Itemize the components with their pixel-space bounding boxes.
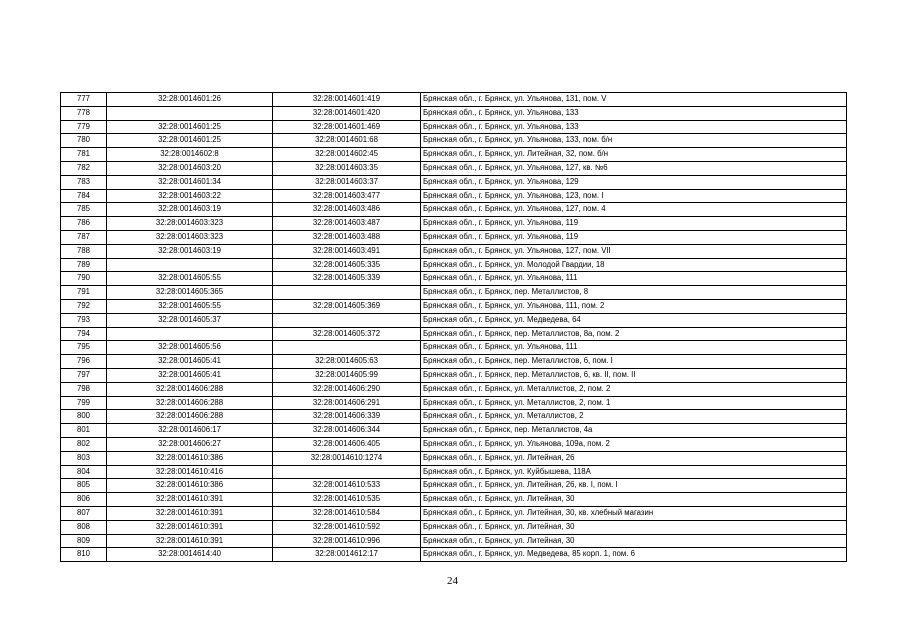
object-cadastral-number-cell: [273, 341, 421, 355]
address-cell: Брянская обл., г. Брянск, пер. Металлистов, 4а: [421, 424, 847, 438]
table-row: [61, 203, 847, 217]
land-cadastral-number-cell: 32:28:0014610:386: [107, 451, 273, 465]
table-row: [61, 534, 847, 548]
address-cell: Брянская обл., г. Брянск, пер. Металлистов, 8: [421, 286, 847, 300]
address-cell: Брянская обл., г. Брянск, ул. Ульянова, 111: [421, 341, 847, 355]
object-cadastral-number-cell: 32:28:0014602:45: [273, 148, 421, 162]
table-row: [61, 341, 847, 355]
row-number-cell: 789: [61, 258, 107, 272]
address-cell: Брянская обл., г. Брянск, ул. Ульянова, 109а, пом. 2: [421, 437, 847, 451]
address-cell: Брянская обл., г. Брянск, ул. Литейная, 30: [421, 493, 847, 507]
table-row: [61, 493, 847, 507]
land-cadastral-number-cell: 32:28:0014610:416: [107, 465, 273, 479]
table-row: [61, 299, 847, 313]
table-row: [61, 382, 847, 396]
object-cadastral-number-cell: 32:28:0014603:35: [273, 161, 421, 175]
table-row: [61, 93, 847, 107]
land-cadastral-number-cell: 32:28:0014610:386: [107, 479, 273, 493]
object-cadastral-number-cell: 32:28:0014605:63: [273, 355, 421, 369]
object-cadastral-number-cell: 32:28:0014610:996: [273, 534, 421, 548]
land-cadastral-number-cell: 32:28:0014601:34: [107, 175, 273, 189]
land-cadastral-number-cell: 32:28:0014605:55: [107, 272, 273, 286]
table-row: [61, 272, 847, 286]
object-cadastral-number-cell: 32:28:0014606:344: [273, 424, 421, 438]
row-number-cell: 791: [61, 286, 107, 300]
table-row: [61, 244, 847, 258]
object-cadastral-number-cell: [273, 465, 421, 479]
table-row: [61, 258, 847, 272]
row-number-cell: 784: [61, 189, 107, 203]
land-cadastral-number-cell: 32:28:0014601:26: [107, 93, 273, 107]
row-number-cell: 785: [61, 203, 107, 217]
row-number-cell: 779: [61, 120, 107, 134]
row-number-cell: 780: [61, 134, 107, 148]
table-row: [61, 396, 847, 410]
row-number-cell: 800: [61, 410, 107, 424]
address-cell: Брянская обл., г. Брянск, пер. Металлистов, 8а, пом. 2: [421, 327, 847, 341]
table-row: [61, 286, 847, 300]
object-cadastral-number-cell: 32:28:0014603:487: [273, 217, 421, 231]
table-row: [61, 520, 847, 534]
land-cadastral-number-cell: [107, 258, 273, 272]
table-row: [61, 313, 847, 327]
object-cadastral-number-cell: 32:28:0014606:291: [273, 396, 421, 410]
address-cell: Брянская обл., г. Брянск, ул. Ульянова, 119: [421, 230, 847, 244]
row-number-cell: 778: [61, 106, 107, 120]
row-number-cell: 810: [61, 548, 107, 562]
land-cadastral-number-cell: 32:28:0014602:8: [107, 148, 273, 162]
page-number: 24: [447, 575, 458, 587]
table-row: [61, 106, 847, 120]
address-cell: Брянская обл., г. Брянск, ул. Медведева, 85 корп. 1, пом. 6: [421, 548, 847, 562]
table-row: [61, 479, 847, 493]
address-cell: Брянская обл., г. Брянск, ул. Ульянова, 133: [421, 106, 847, 120]
object-cadastral-number-cell: 32:28:0014606:290: [273, 382, 421, 396]
object-cadastral-number-cell: 32:28:0014612:17: [273, 548, 421, 562]
address-cell: Брянская обл., г. Брянск, ул. Ульянова, 131, пом. V: [421, 93, 847, 107]
address-cell: Брянская обл., г. Брянск, ул. Ульянова, 133, пом. б/н: [421, 134, 847, 148]
address-cell: Брянская обл., г. Брянск, ул. Ульянова, 127, пом. 4: [421, 203, 847, 217]
land-cadastral-number-cell: 32:28:0014614:40: [107, 548, 273, 562]
address-cell: Брянская обл., г. Брянск, ул. Ульянова, 123, пом. I: [421, 189, 847, 203]
land-cadastral-number-cell: [107, 327, 273, 341]
land-cadastral-number-cell: 32:28:0014605:56: [107, 341, 273, 355]
land-cadastral-number-cell: 32:28:0014606:17: [107, 424, 273, 438]
address-cell: Брянская обл., г. Брянск, ул. Металлистов, 2: [421, 410, 847, 424]
row-number-cell: 802: [61, 437, 107, 451]
object-cadastral-number-cell: 32:28:0014603:37: [273, 175, 421, 189]
row-number-cell: 788: [61, 244, 107, 258]
object-cadastral-number-cell: 32:28:0014605:99: [273, 368, 421, 382]
object-cadastral-number-cell: [273, 313, 421, 327]
land-cadastral-number-cell: 32:28:0014606:288: [107, 382, 273, 396]
land-cadastral-number-cell: 32:28:0014606:288: [107, 410, 273, 424]
table-row: [61, 368, 847, 382]
address-cell: Брянская обл., г. Брянск, ул. Литейная, 30: [421, 534, 847, 548]
row-number-cell: 790: [61, 272, 107, 286]
table-row: [61, 437, 847, 451]
land-cadastral-number-cell: 32:28:0014610:391: [107, 534, 273, 548]
row-number-cell: 798: [61, 382, 107, 396]
object-cadastral-number-cell: 32:28:0014601:420: [273, 106, 421, 120]
object-cadastral-number-cell: [273, 286, 421, 300]
address-cell: Брянская обл., г. Брянск, ул. Молодой Гвардии, 18: [421, 258, 847, 272]
object-cadastral-number-cell: 32:28:0014610:535: [273, 493, 421, 507]
table-row: [61, 548, 847, 562]
table-row: [61, 134, 847, 148]
table-row: [61, 506, 847, 520]
object-cadastral-number-cell: 32:28:0014605:369: [273, 299, 421, 313]
address-cell: Брянская обл., г. Брянск, ул. Литейная, 26, кв. I, пом. I: [421, 479, 847, 493]
table-row: [61, 230, 847, 244]
land-cadastral-number-cell: 32:28:0014603:323: [107, 230, 273, 244]
row-number-cell: 792: [61, 299, 107, 313]
row-number-cell: 797: [61, 368, 107, 382]
row-number-cell: 786: [61, 217, 107, 231]
row-number-cell: 799: [61, 396, 107, 410]
object-cadastral-number-cell: 32:28:0014606:339: [273, 410, 421, 424]
address-cell: Брянская обл., г. Брянск, ул. Литейная, 30, кв. хлебный магазин: [421, 506, 847, 520]
address-cell: Брянская обл., г. Брянск, пер. Металлистов, 6, пом. I: [421, 355, 847, 369]
object-cadastral-number-cell: 32:28:0014603:488: [273, 230, 421, 244]
row-number-cell: 796: [61, 355, 107, 369]
table-row: [61, 161, 847, 175]
object-cadastral-number-cell: 32:28:0014606:405: [273, 437, 421, 451]
land-cadastral-number-cell: 32:28:0014603:19: [107, 203, 273, 217]
land-cadastral-number-cell: 32:28:0014610:391: [107, 520, 273, 534]
land-cadastral-number-cell: 32:28:0014603:323: [107, 217, 273, 231]
land-cadastral-number-cell: 32:28:0014605:37: [107, 313, 273, 327]
land-cadastral-number-cell: 32:28:0014605:41: [107, 368, 273, 382]
address-cell: Брянская обл., г. Брянск, ул. Ульянова, 127, пом. VII: [421, 244, 847, 258]
address-cell: Брянская обл., г. Брянск, ул. Металлистов, 2, пом. 1: [421, 396, 847, 410]
address-cell: Брянская обл., г. Брянск, ул. Ульянова, 133: [421, 120, 847, 134]
table-row: [61, 217, 847, 231]
land-cadastral-number-cell: 32:28:0014603:19: [107, 244, 273, 258]
object-cadastral-number-cell: 32:28:0014603:486: [273, 203, 421, 217]
object-cadastral-number-cell: 32:28:0014610:592: [273, 520, 421, 534]
land-cadastral-number-cell: 32:28:0014605:365: [107, 286, 273, 300]
address-cell: Брянская обл., г. Брянск, ул. Куйбышева, 118А: [421, 465, 847, 479]
object-cadastral-number-cell: 32:28:0014605:372: [273, 327, 421, 341]
object-cadastral-number-cell: 32:28:0014610:1274: [273, 451, 421, 465]
row-number-cell: 808: [61, 520, 107, 534]
row-number-cell: 777: [61, 93, 107, 107]
land-cadastral-number-cell: [107, 106, 273, 120]
row-number-cell: 794: [61, 327, 107, 341]
row-number-cell: 806: [61, 493, 107, 507]
address-cell: Брянская обл., г. Брянск, ул. Литейная, 32, пом. б/н: [421, 148, 847, 162]
land-cadastral-number-cell: 32:28:0014606:27: [107, 437, 273, 451]
row-number-cell: 801: [61, 424, 107, 438]
land-cadastral-number-cell: 32:28:0014606:288: [107, 396, 273, 410]
table-row: [61, 465, 847, 479]
table-row: [61, 424, 847, 438]
object-cadastral-number-cell: 32:28:0014601:469: [273, 120, 421, 134]
table-row: [61, 410, 847, 424]
row-number-cell: 793: [61, 313, 107, 327]
table-row: [61, 327, 847, 341]
land-cadastral-number-cell: 32:28:0014605:41: [107, 355, 273, 369]
object-cadastral-number-cell: 32:28:0014605:335: [273, 258, 421, 272]
registry-table-body: [61, 93, 847, 562]
address-cell: Брянская обл., г. Брянск, ул. Металлистов, 2, пом. 2: [421, 382, 847, 396]
table-row: [61, 451, 847, 465]
table-row: [61, 175, 847, 189]
registry-table: [60, 92, 847, 562]
land-cadastral-number-cell: 32:28:0014603:22: [107, 189, 273, 203]
object-cadastral-number-cell: 32:28:0014610:584: [273, 506, 421, 520]
land-cadastral-number-cell: 32:28:0014601:25: [107, 134, 273, 148]
row-number-cell: 809: [61, 534, 107, 548]
address-cell: Брянская обл., г. Брянск, ул. Ульянова, 111: [421, 272, 847, 286]
land-cadastral-number-cell: 32:28:0014603:20: [107, 161, 273, 175]
table-row: [61, 148, 847, 162]
address-cell: Брянская обл., г. Брянск, пер. Металлистов, 6, кв. II, пом. II: [421, 368, 847, 382]
table-row: [61, 120, 847, 134]
object-cadastral-number-cell: 32:28:0014601:68: [273, 134, 421, 148]
row-number-cell: 787: [61, 230, 107, 244]
land-cadastral-number-cell: 32:28:0014605:55: [107, 299, 273, 313]
address-cell: Брянская обл., г. Брянск, ул. Медведева, 64: [421, 313, 847, 327]
row-number-cell: 795: [61, 341, 107, 355]
row-number-cell: 805: [61, 479, 107, 493]
object-cadastral-number-cell: 32:28:0014610:533: [273, 479, 421, 493]
row-number-cell: 807: [61, 506, 107, 520]
row-number-cell: 781: [61, 148, 107, 162]
table-row: [61, 355, 847, 369]
address-cell: Брянская обл., г. Брянск, ул. Ульянова, 129: [421, 175, 847, 189]
row-number-cell: 803: [61, 451, 107, 465]
address-cell: Брянская обл., г. Брянск, ул. Ульянова, 111, пом. 2: [421, 299, 847, 313]
address-cell: Брянская обл., г. Брянск, ул. Ульянова, 127, кв. №6: [421, 161, 847, 175]
land-cadastral-number-cell: 32:28:0014610:391: [107, 506, 273, 520]
table-row: [61, 189, 847, 203]
row-number-cell: 804: [61, 465, 107, 479]
object-cadastral-number-cell: 32:28:0014605:339: [273, 272, 421, 286]
land-cadastral-number-cell: 32:28:0014601:25: [107, 120, 273, 134]
object-cadastral-number-cell: 32:28:0014601:419: [273, 93, 421, 107]
row-number-cell: 783: [61, 175, 107, 189]
row-number-cell: 782: [61, 161, 107, 175]
object-cadastral-number-cell: 32:28:0014603:477: [273, 189, 421, 203]
address-cell: Брянская обл., г. Брянск, ул. Литейная, 30: [421, 520, 847, 534]
address-cell: Брянская обл., г. Брянск, ул. Литейная, 26: [421, 451, 847, 465]
land-cadastral-number-cell: 32:28:0014610:391: [107, 493, 273, 507]
address-cell: Брянская обл., г. Брянск, ул. Ульянова, 119: [421, 217, 847, 231]
object-cadastral-number-cell: 32:28:0014603:491: [273, 244, 421, 258]
